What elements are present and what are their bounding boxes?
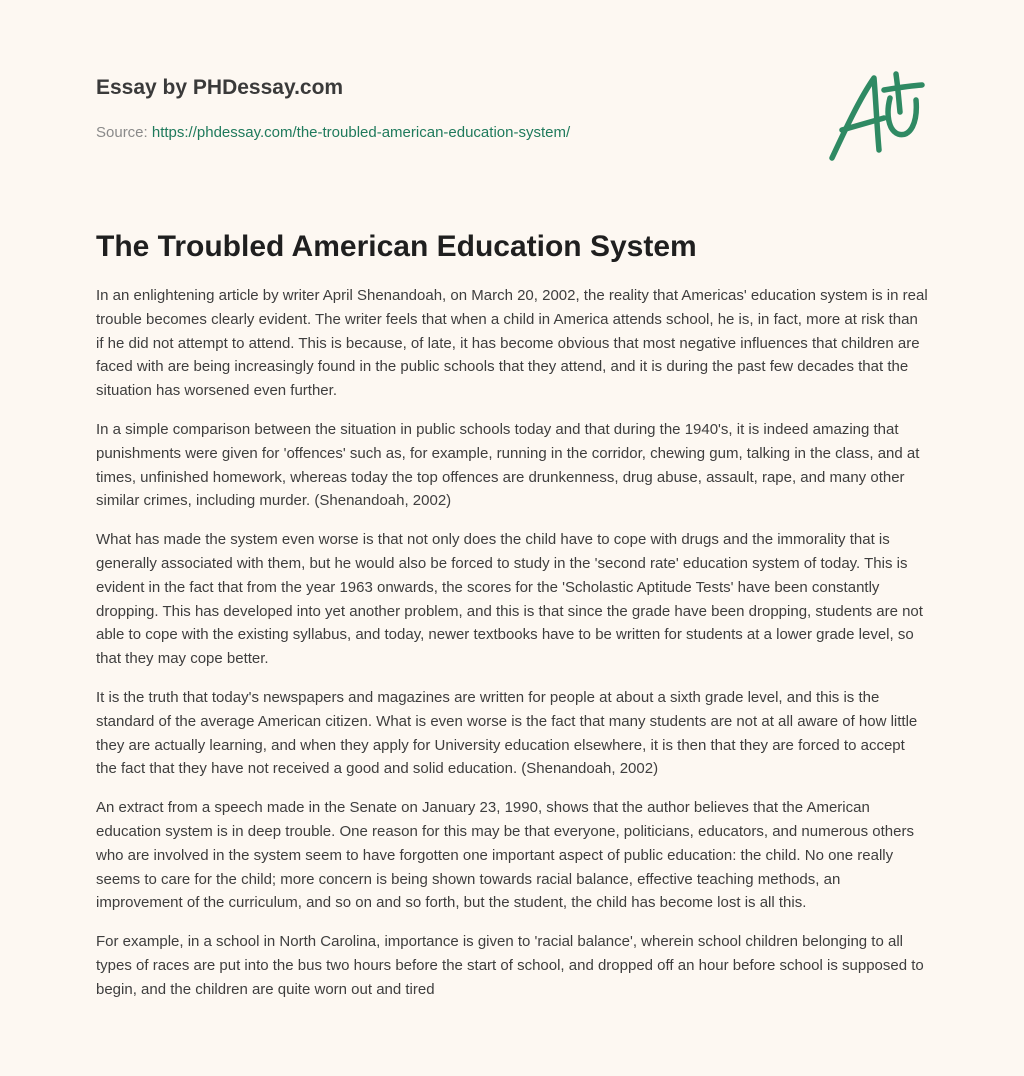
a-plus-icon	[824, 68, 928, 164]
essay-body	[96, 284, 928, 1002]
essay-paragraph: In a simple comparison between the situation in public schools today and that during the 1940's, it is indeed amazing that punishments were given for 'offences' such as, for example, running in the corridor, chewing gum, talking in the class, and at times, unfinished homework, whereas today the top offences are drunkenness, drug abuse, assault, rape, and many other similar crimes, including murder. (Shenandoah, 2002)	[96, 420, 920, 510]
essay-paragraph: It is the truth that today's newspapers and magazines are written for people at about a sixth grade level, and this is the standard of the average American citizen. What is even worse is the fact that many students are not at all aware of how little they are actually learning, and when they apply for University education elsewhere, it is then that they are forced to accept the fact that they have not received a good and solid education. (Shenandoah, 2002)	[96, 688, 918, 778]
source-link[interactable]: https://phdessay.com/the-troubled-american-education-system/	[151, 124, 571, 141]
essay-title: The Troubled American Education System	[96, 230, 697, 263]
essay-paragraph: What has made the system even worse is that not only does the child have to cope with drugs and the immorality that is generally associated with them, but he would also be forced to study in the 'second rate' education system of today. This is evident in the fact that from the year 1963 onwards, the scores for the 'Scholastic Aptitude Tests' have been constantly dropping. This has developed into yet another problem, and this is that since the grade have been dropping, students are not able to cope with the existing syllabus, and today, newer textbooks have to be written for students at a lower grade level, so that they may cope better.	[96, 531, 923, 668]
essay-paragraph: For example, in a school in North Carolina, importance is given to 'racial balance', wherein school children belonging to all types of races are put into the bus two hours before the start of school, and dropped off an hour before school is supposed to begin, and the children are quite worn out and tired	[96, 933, 924, 998]
essay-paragraph: An extract from a speech made in the Senate on January 23, 1990, shows that the author believes that the American education system is in deep trouble. One reason for this may be that everyone, politicians, educators, and numerous others who are involved in the system seem to have forgotten one important aspect of public education: the child. No one really seems to care for the child; more concern is being shown towards racial balance, effective teaching methods, an improvement of the curriculum, and so on and so forth, but the student, the child has become lost is all this.	[96, 799, 914, 912]
source-line	[96, 124, 570, 141]
essay-paragraph: In an enlightening article by writer April Shenandoah, on March 20, 2002, the reality that Americas' education system is in real trouble becomes clearly evident. The writer feels that when a child in America attends school, he is, in fact, more at risk than if he did not attempt to attend. This is because, of late, it has become obvious that most negative influences that children are faced with are being increasingly found in the public schools that they attend, and it is during the past few decades that the situation has worsened even further.	[96, 287, 928, 400]
page-header	[96, 0, 928, 180]
source-label: Source:	[96, 124, 152, 141]
site-brand: Essay by PHDessay.com	[96, 76, 344, 99]
